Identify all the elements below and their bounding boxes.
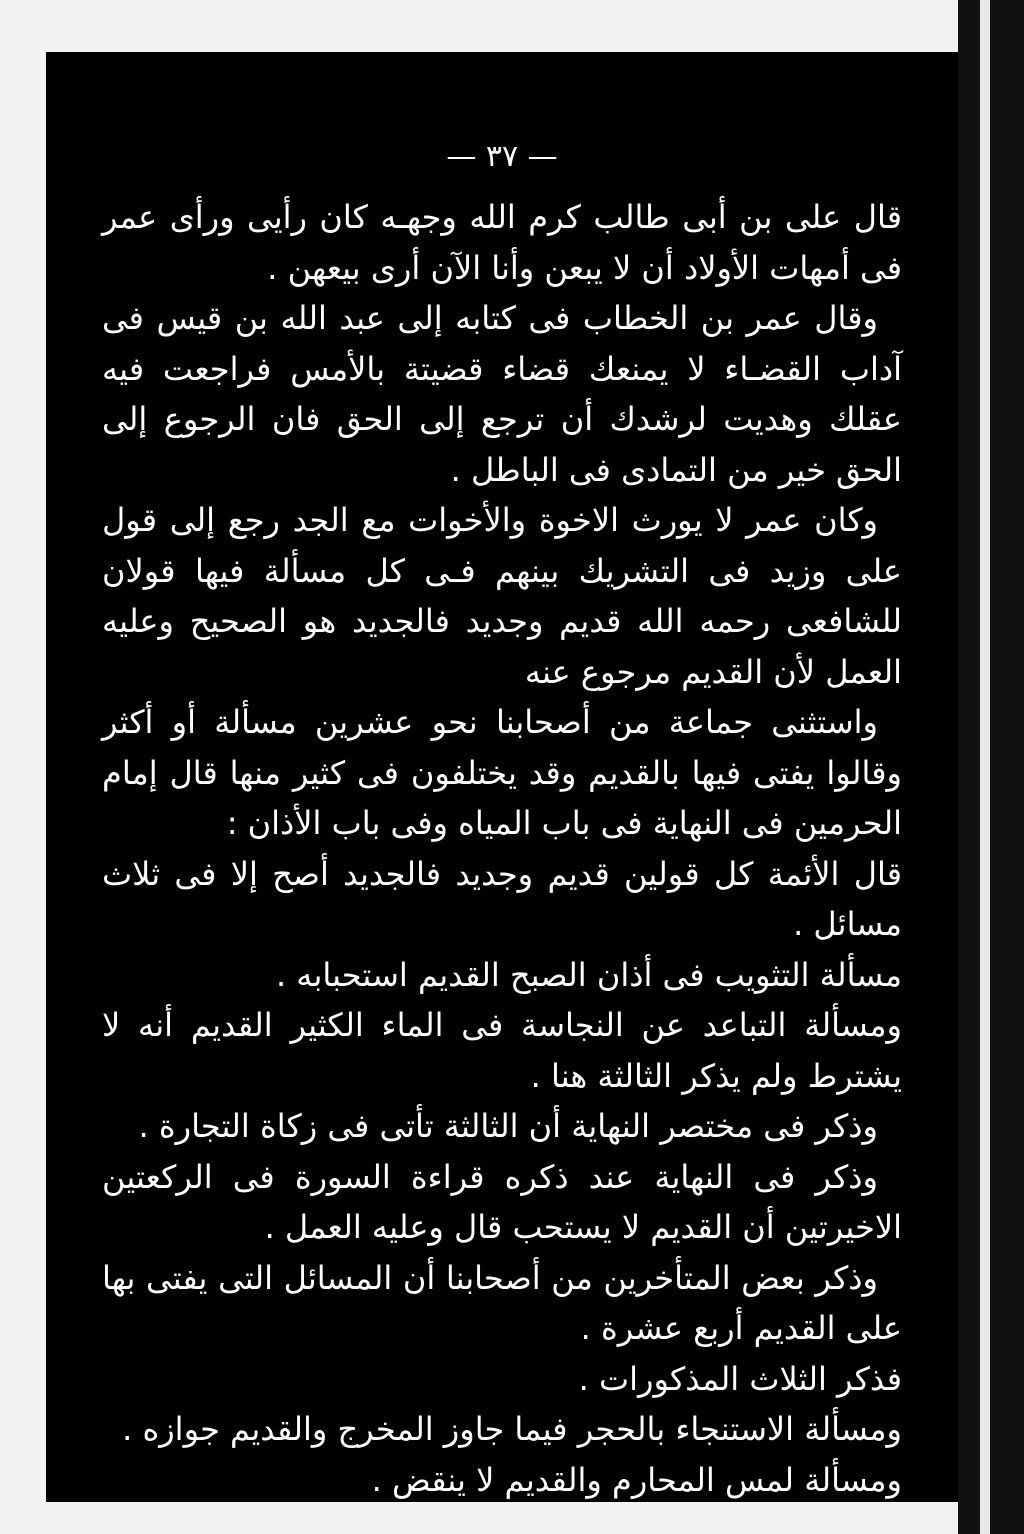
scan-edge-gap (980, 0, 990, 1534)
paragraph-4: واستثنى جماعة من أصحابنا نحو عشرين مسألة أو أكثر وقالوا يفتى فيها بالقديم وقد يختلفون فى كثير منها قال إمام الحرمين فى النهاية فى باب المياه وفى باب الأذان : (102, 703, 902, 842)
paragraph-13: ومسألة لمس المحارم والقديم لا ينقض . (371, 1460, 902, 1499)
paragraph-2: وقال عمر بن الخطاب فى كتابه إلى عبد الله بن قيس فى آداب القضـاء لا يمنعك قضاء قضيتة بالأمس فراجعت فيه عقلك وهديت لرشدك أن ترجع إلى الحق فان الرجوع إلى الحق خير من التمادى فى الباطل . (102, 299, 902, 489)
scan-edge-strip (958, 0, 1024, 1534)
paragraph-3: وكان عمر لا يورث الاخوة والأخوات مع الجد رجع إلى قول على وزيد فى التشريك بينهم فـى كل مسألة فيها قولان للشافعى رحمه الله قديم وجديد فالجديد هو الصحيح وعليه العمل لأن القديم مرجوع عنه (102, 501, 902, 691)
paragraph-8: وذكر فى مختصر النهاية أن الثالثة تأتى فى زكاة التجارة . (138, 1107, 878, 1145)
page-number: — ٣٧ — (446, 139, 558, 174)
paragraph-11: فذكر الثلاث المذكورات . (578, 1359, 902, 1398)
paragraph-6: مسألة التثويب فى أذان الصبح القديم استحبابه . (275, 955, 902, 994)
paragraph-1: قال على بن أبى طالب كرم الله وجهـه كان رأيى ورأى عمر فى أمهات الأولاد أن لا يبعن وأنا الآن أرى بيعهن . (102, 198, 902, 287)
paragraph-7: ومسألة التباعد عن النجاسة فى الماء الكثير القديم أنه لا يشترط ولم يذكر الثالثة هنا . (102, 1006, 902, 1095)
paragraph-10: وذكر بعض المتأخرين من أصحابنا أن المسائل التى يفتى بها على القديم أربع عشرة . (102, 1258, 902, 1347)
paragraph-12: ومسألة الاستنجاء بالحجر فيما جاوز المخرج والقديم جوازه . (122, 1410, 902, 1448)
book-page (46, 52, 958, 1502)
paragraph-5: قال الأئمة كل قولين قديم وجديد فالجديد أصح إلا فى ثلاث مسائل . (102, 854, 902, 943)
page-text (102, 192, 902, 1505)
paragraph-9: وذكر فى النهاية عند ذكره قراءة السورة فى الركعتين الاخيرتين أن القديم لا يستحب قال وعليه العمل . (102, 1157, 902, 1246)
